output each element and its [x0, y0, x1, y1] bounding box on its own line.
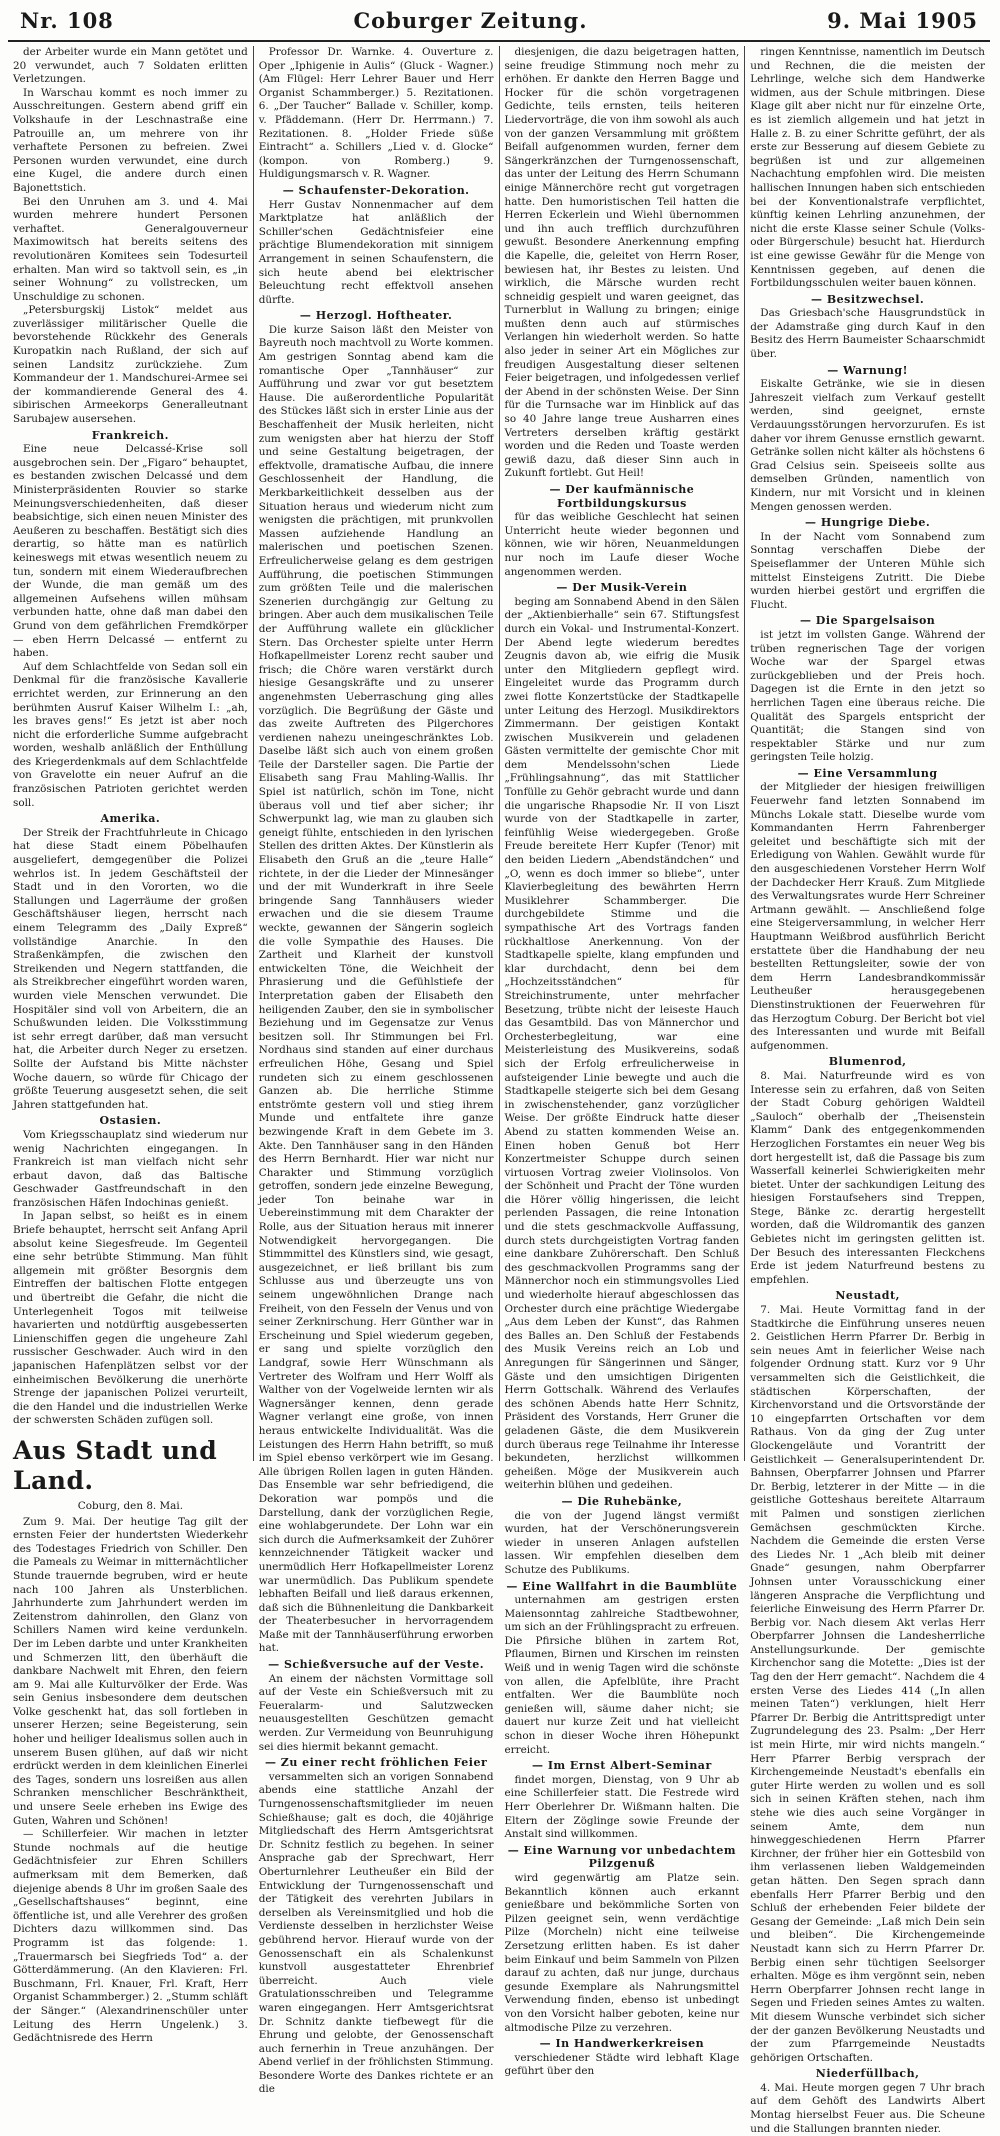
article-heading: — Eine Warnung vor unbedachtem Pilzgenuß — [507, 1843, 737, 1871]
section-heading: Amerika. — [100, 812, 161, 826]
article-text: Die kurze Saison läßt den Meister von Bayreuth noch machtvoll zu Worte kommen. Am gestrigen Sonntag abend kam die romantische Oper „Tannhäuser“ zur Aufführung und zwar vor gut besetztem Hause. Die außerordentliche Popularität des Stückes läßt sich in erster Linie aus der Beschaffenheit der Musik herleiten, nicht zum wenigsten aber hat hierzu der Stoff und seine Gestaltung beigetragen, der effektvolle, dramatische Aufbau, die innere Geschlossenheit der Handlung, die Merkbarkeitlichkeit desselben aus der Situation heraus und wiederum nicht zum wenigsten die prächtigen, mit prunkvollen Massen aufziehende Handlung an malerischen und poetischen Szenen. Erfreulicherweise gelang es dem gestrigen Aufführung, die poetischen Stimmungen zum größten Teile und die malerischen Szenerien durchgängig zur Geltung zu bringen. Aber auch dem musikalischen Teile der Aufführung wallete ein glücklicher Stern. Das Orchester spielte unter Herrn Hofkapellmeister Lorenz recht sauber und frisch; die Chöre waren verstärkt durch hiesige Gesangskräfte und zu unserer angenehmsten Ueberraschung ging alles vorzüglich. Die Begrüßung der Gäste und das zweite Auftreten des Pilgerchores verdienen nahezu uneingeschränktes Lob. Daselbe läßt sich auch von einem großen Teile der Darsteller sagen. Die Partie der Elisabeth sang Frau Mahling-Wallis. Ihr Spiel ist natürlich, schön im Tone, nicht überaus voll und tief aber sicher; ihr Schwerpunkt lag, wie man zu glauben sich geneigt fühlte, entschieden in den lyrischen Stellen des dritten Aktes. Der Künstlerin als Elisabeth den Gruß an die „teure Halle“ richtete, in der die Lieder der Minnesänger und der mit Wunderkraft in ihre Seele bringende Sang Tannhäusers wieder erwachen und die sie diesem Traume weckte, gewannen der Sängerin sogleich die volle Sympathie des Hauses. Die Zartheit und Klarheit der kunstvoll entwickelten Töne, die Weichheit der Phrasierung und die Gefühlstiefe der Interpretation gaben der Elisabeth den heiligenden Zauber, den sie in symbolischer Beziehung und im Gegensatze zur Venus besitzen soll. Ihr Stimmungen bei Frl. Nordhaus sind standen auf einer durchaus erfreulichen Höhe, Gesang und Spiel rundeten sich zu einem geschlossenen Ganzen ab. Die herrliche Stimme entströmte gestern voll und stieg ihrem Munde und entfaltete ihre ganze bezwingende Kraft in dem Gebete im 3. Akte. Den Tannhäuser sang in den Händen des Herrn Bernhardt. Hier war nicht nur Charakter und Stimmung vorzüglich getroffen, sondern jede einzelne Bewegung, jeder Ton beinahe war in Uebereinstimmung mit dem Charakter der Rolle, aus der Situation heraus mit innerer Notwendigkeit hervorgegangen. Die Stimmmittel des Künstlers sind, wie gesagt, ausgezeichnet, er ließ brillant bis zum Schlusse aus und überzeugte uns von seinem ungewöhnlichen Drange nach Freiheit, von den Fesseln der Venus und von seiner Zerknirschung. Herr Günther war in Erscheinung und Spiel wiederum gegeben, er sang und spielte vorzüglich den Landgraf, sowie Herr Wünschmann als Vertreter des Wolfram und Herr Wolff als Walther von der Vogelweide lernten wir als Wagnersänger kennen, denn gerade Wagner verlangt eine große, von innen heraus entwickelte Individualität. Was die Leistungen des Herrn Hahn betrifft, so muß im Spiel ebenso verkörpert wie im Gesang. Alle übrigen Rollen lagen in guten Händen. Das Ensemble war sehr befriedigend, die Dekoration war pompös und die Darstellung, dank der vorzüglichen Regie, eine wohlabgerundete. Der Lohn war ein sich durch die Aufmerksamkeit der Zuhörer kennzeichnender Tätigkeit wacker und unermüdlich Herr Hofkapellmeister Lorenz war unermüdlich. Das Publikum spendete lebhaften Beifall und ließ daraus erkennen, daß sich die Bühnenleitung die Dankbarkeit der Theaterbesucher in hervorragendem Maße mit der Tannhäuserführung erworben hat. — [258, 323, 494, 1655]
article-text: Eine neue Delcassé-Krise soll ausgebrochen sein. Der „Figaro“ behauptet, es bestanden zwischen Delcassé und dem Ministerpräsidenten Rouvier so starke Meinungsverschiedenheiten, daß dieser beabsichtige, sich einen neuen Minister des Aeußeren zu beschaffen. Bestätigt sich dies derartig, so hätte man es natürlich keineswegs mit etwas wesentlich neuem zu tun, sondern mit einem Wiederaufbrechen der Wunde, die man gemäß um des allgemeinen Aufsehens willen mühsam verbunden hatte, ohne daß man dabei den Grund von dem gefährlichen Fremdkörper — eben Herrn Delcassé — entfernt zu haben. — [13, 443, 248, 660]
article-text: verschiedener Städte wird lebhaft Klage geführt über den — [504, 2051, 740, 2078]
article-text: ringen Kenntnisse, namentlich im Deutsch und Rechnen, die die meisten der Lehrlinge, welche sich dem Handwerke widmen, aus der Schule mitbringen. Diese Klage gilt aber nicht nur für einzelne Orte, es ist ziemlich allgemein und hat jetzt in Halle z. B. zu einer Schritte geführt, der als erste zur Besserung auf diesem Gebiete zu begrüßen ist und zur allgemeinen Nachachtung empfohlen wird. Die meisten hallischen Innungen haben sich entschieden bei der Konventionalstrafe verpflichtet, künftig keinen Lehrling anzunehmen, der nicht die erste Klasse seiner Schule (Volks- oder Bürgerschule) besucht hat. Hierdurch ist eine gewisse Gewähr für die Menge von Kenntnissen gegeben, auf denen die Fortbildungsschulen weiter bauen können. — [750, 46, 985, 290]
article-text: 8. Mai. Naturfreunde wird es von Interesse sein zu erfahren, daß von Seiten der Stadt Coburg gehörigen Waldteil „Sauloch“ oberhalb der „Theisenstein Klamm“ Dank des entgegenkommenden Herzoglichen Forstamtes ein neuer Weg bis dort hergestellt ist, daß die Passage bis zum Wasserfall keinerlei Schwierigkeiten mehr bietet. Unter der sachkundigen Leitung des hiesigen Forstaufsehers sind Treppen, Stege, Bänke zc. derartig hergestellt worden, daß die Wildromantik des ganzen Gebietes nicht im geringsten gelitten ist. Der Besuch des interessanten Fleckchens Erde ist jedem Naturfreund bestens zu empfehlen. — [750, 1069, 985, 1286]
article-text: Herr Gustav Nonnenmacher auf dem Marktplatze hat anläßlich der Schiller'schen Gedächtnisfeier eine prächtige Blumendekoration mit sinnigem Arrangement in seinen Schaufenstern, die sich heute abend bei elektrischer Beleuchtung recht effektvoll ansehen dürfte. — [258, 198, 494, 306]
article-text: unternahmen am gestrigen ersten Maiensonntag zahlreiche Stadtbewohner, um sich an der Frühlingspracht zu erfreuen. Die Pfirsiche blühen in zartem Rot, Pflaumen, Birnen und Kirschen im reinsten Weiß und in wenig Tagen wird die schönste von allen, die Apfelblüte, ihre Pracht entfalten. Wer die Baumblüte noch genießen will, säume daher nicht; sie dauert nur kurze Zeit und hat vielleicht schon in dieser Woche ihren Höhepunkt erreicht. — [504, 1594, 740, 1756]
article-heading: — Der kaufmännische Fortbildungskursus — [549, 483, 695, 510]
article-text: für das weibliche Geschlecht hat seinen Unterricht heute wieder begonnen und können, wie wir hören, Neuanmeldungen nur noch im Laufe dieser Woche angenommen werden. — [504, 511, 740, 578]
masthead — [8, 4, 990, 38]
article-text: der Mitglieder der hiesigen freiwilligen Feuerwehr fand letzten Sonnabend im Münchs Lokale statt. Dieselbe wurde vom Kommandanten Herrn Fahrenberger geleitet und beschäftigte sich mit der Erledigung von Wahlen. Gewählt wurde für den ausgeschiedenen Vorsteher Herrn Wolf der Dachdecker Herr Krauß. Zum Mitgliede des Verwaltungsrates wurde Herr Schreiner Artmann gewählt. — Anschließend folge eine Steigerversammlung, in welcher Herr Hauptmann Weißbrod ausführlich Bericht erstattete über die Handhabung der neu bestellten Rettungsleiter, sowie der von dem Herrn Landesbrandkommissär Leutheußer herausgegebenen Dienstinstruktionen der Feuerwehren für das Herzogtum Coburg. Der Bericht bot viel des Interessanten und wurde mit Beifall aufgenommen. — [750, 781, 985, 1052]
article-text: Der Streik der Frachtfuhrleute in Chicago hat diese Stadt einem Pöbelhaufen ausgeliefert, demgegenüber die Polizei wehrlos ist. In jedem Geschäftsteil der Stadt und in den Vororten, wo die Stallungen und Lagerräume der großen Geschäftshäuser liegen, herrscht nach einem Telegramm des „Daily Expreß“ vollständige Anarchie. In den Straßenkämpfen, die zwischen den Streikenden und Negern stattfanden, die als Streikbrecher eingeführt worden waren, wurden viele Menschen verwundet. Die Hospitäler sind voll von Arbeitern, die an Schußwunden leiden. Die Volksstimmung ist sehr erregt darüber, daß man versucht hat, die Arbeiter durch Neger zu ersetzen. Sollte der Aufstand bis Mitte nächster Woche dauern, so würde für Chicago der größte Teuerung ausgesetzt sehen, die seit Jahren stattgefunden hat. — [13, 826, 248, 1111]
article-text: Auf dem Schlachtfelde von Sedan soll ein Denkmal für die französische Kavallerie errichtet werden, zur Erinnerung an den berühmten Ausruf Kaiser Wilhelm I.: „ah, les braves gens!“ Es jetzt ist aber noch nicht die erforderliche Summe aufgebracht worden, weshalb anläßlich der Enthüllung des Kriegerdenkmals auf dem Schlachtfelde von Gravelotte ein neuer Aufruf an die französischen Patrioten gerichtet werden soll. — [13, 660, 248, 809]
article-text: In Warschau kommt es noch immer zu Ausschreitungen. Gestern abend griff ein Volkshaufe in der Leschnastraße eine Patrouille an, um mehrere von ihr verhaftete Personen zu befreien. Zwei Personen wurden verwundet, eine durch eine Kugel, die andere durch einen Bajonettstich. — [13, 86, 248, 194]
article-heading: — Schießversuche auf der Veste. — [268, 1658, 485, 1672]
article-text: Bei den Unruhen am 3. und 4. Mai wurden mehrere hundert Personen verhaftet. Generalgouverneur Maximowitsch hat bereits seitens des revolutionären Komitees sein Todesurteil erhalten. Man wird so taktvoll sein, es „in seiner Wohnung“ zu vollstrecken, um Unschuldige zu schonen. — [13, 195, 248, 303]
article-heading: — Die Spargelsaison — [799, 614, 936, 628]
column-4 — [744, 46, 990, 2135]
article-text: An einem der nächsten Vormittage soll auf der Veste ein Schießversuch mit zu Feueralarm- und Salutzwecken neuausgestellten Geschützen gemacht werden. Zur Vermeidung von Beunruhigung sei dies hiermit bekannt gemacht. — [258, 1672, 494, 1753]
article-text: diesjenigen, die dazu beigetragen hatten, seine freudige Stimmung noch mehr zu erhöhen. Er dankte den Herren Bagge und Hocker für die schön vorgetragenen Gedichte, teils ernsten, teils heiteren Liedervorträge, die von ihm sowohl als auch von der ganzen Versammlung mit größtem Beifall aufgenommen wurden, ferner dem Sängerkränzchen der Turngenossenschaft, das unter der Leitung des Herrn Schumann einige Männerchöre recht gut vorgetragen hatte. Den humoristischen Teil hatten die Herren Eckerlein und Wiehl übernommen und ihn auch trefflich durchzuführen gewußt. Besondere Anerkennung empfing die Kapelle, die, geleitet von Herrn Roser, bewiesen hat, ihr Bestes zu leisten. Und wirklich, die Märsche wurden recht schneidig gespielt und waren geeignet, das Turnerblut in Wallung zu bringen; einige mußten denn auch auf stürmisches Verlangen hin wiederholt werden. So hatte also jeder in seiner Art ein Mögliches zur freudigen Ausgestaltung dieser seltenen Feier beigetragen, und infolgedessen verlief der Abend in der schönsten Weise. Der Sinn für die Turnsache war im Hinblick auf das so 40 Jahre lange treue Ausharren eines Vertreters derselben kräftig gestärkt worden und die Reden und Toaste werden gewiß dazu, daß dieser Sinn auch in Zukunft fortlebt. Gut Heil! — [504, 46, 740, 480]
article-heading: — Im Ernst Albert-Seminar — [531, 1759, 712, 1773]
article-text: versammelten sich an vorigen Sonnabend abends eine stattliche Anzahl der Turngenossenschaftsmitglieder im neuen Schießhause; galt es doch, die 40jährige Mitgliedschaft des Herrn Amtsgerichtsrat Dr. Schnitz festlich zu begehen. In seiner Ansprache gab der Sprechwart, Herr Oberturnlehrer Leutheußer ein Bild der Entwicklung der Turngenossenschaft und der Tätigkeit des verehrten Jubilars in derselben als Vereinsmitglied und hob die Verdienste desselben in herzlichster Weise gebührend hervor. Hierauf wurde von der Genossenschaft ein als Schalenkunst kunstvoll ausgestatteter Ehrenbrief überreicht. Auch viele Gratulationsschreiben und Telegramme waren eingegangen. Herr Amtsgerichtsrat Dr. Schnitz dankte tiefbewegt für die Ehrung und gelobte, der Genossenschaft auch fernerhin in Treue anzuhängen. Der Abend verlief in der fröhlichsten Stimmung. Besondere Worte des Dankes richtete er an die — [258, 1770, 494, 2096]
section-heading: Ostasien. — [99, 1114, 162, 1128]
article-heading: — Herzogl. Hoftheater. — [299, 309, 453, 323]
article-heading: — Warnung! — [827, 363, 908, 377]
article-heading: — Eine Wallfahrt in die Baumblüte — [506, 1579, 738, 1593]
dateline: Coburg, den 8. Mai. — [77, 1499, 183, 1512]
article-text: „Petersburgskij Listok“ meldet aus zuverlässiger militärischer Quelle die bevorstehende Rückkehr des Generals Kuropatkin nach Rußland, der sich auf seinen Landsitz zurückziehe. Zum Kommandeur der 1. Mandschurei-Armee sei der kommandierende General des 4. sibirischen Armeekorps Generalleutnant Sarubajew ausersehen. — [13, 304, 248, 426]
newspaper-title: Coburger Zeitung. — [353, 8, 588, 33]
article-text: findet morgen, Dienstag, von 9 Uhr ab eine Schillerfeier statt. Die Festrede wird Herr Oberlehrer Dr. Wißmann halten. Die Eltern der Zöglinge sowie Freunde der Anstalt sind willkommen. — [504, 1773, 740, 1841]
article-text: Zum 9. Mai. Der heutige Tag gilt der ernsten Feier der hundertsten Wiederkehr des Todestages Friedrich von Schiller. Den die Pameals zu Weimar in mitternächtlicher Stunde trauernde begruben, wird er heute nach 100 Jahren als Unsterblichen. Jahrhunderte zum Jahrhundert werden im Zeitenstrom dahinrollen, den Glanz von Schillers Namen wird keine verdunkeln. Der im Leben darbte und unter Krankheiten und Schmerzen litt, den überhäuft die dankbare Nachwelt mit Ehren, den feiern am 9. Mai alle Kulturvölker der Erde. Was sein Genius insbesondere dem deutschen Volke geschenkt hat, das soll fortleben in unserer Herzen; seine Begeisterung, sein hoher und heiliger Idealismus sollen auch in unserem Busen glühen, auf daß wir nicht erdrückt werden in dem kleinlichen Einerlei des Tages, sondern uns losreißen aus allen Schranken menschlicher Beschränktheit, und unsere Seele erheben ins Ewige des Guten, Wahren und Schönen! — [13, 1515, 248, 1827]
article-text: 4. Mai. Heute morgen gegen 7 Uhr brach auf dem Gehöft des Landwirts Albert Montag hierselbst Feuer aus. Die Scheune und die Stallungen brannten nieder. — [750, 2081, 985, 2135]
column-3 — [499, 46, 745, 2078]
columns — [8, 46, 990, 2135]
article-heading: — Zu einer recht fröhlichen Feier — [264, 1756, 488, 1770]
article-heading: — Schaufenster-Dekoration. — [282, 183, 470, 197]
article-heading: — In Handwerkerkreisen — [539, 2037, 705, 2051]
article-text: beging am Sonnabend Abend in den Sälen der „Aktienbierhalle“ sein 67. Stiftungsfest durch ein Vokal- und Instrumental-Konzert. Der Abend legte wiederum beredtes Zeugnis davon ab, wie eifrig die Musik unter den Mitgliedern gepflegt wird. Eingeleitet wurde das Programm durch zwei flotte Konzertstücke der Stadtkapelle unter Leitung des Herzogl. Musikdirektors Zimmermann. Der geistigen Kontakt zwischen Musikverein und geladenen Gästen vermittelte der gemischte Chor mit dem Mendelssohn'schen Liede „Frühlingsahnung“, das mit Stattlicher Tonfülle zu Gehör gebracht wurde und dann die ungarische Rhapsodie Nr. II von Liszt wurde von der Stadtkapelle in zarter, feinfühlig Weise wiedergegeben. Große Freude bereitete Herr Kupfer (Tenor) mit den beiden Liedern „Abendständchen“ und „O, wenn es doch immer so bliebe“, unter Klavierbegleitung des bewährten Herrn Musiklehrer Schammberger. Die durchgebildete Stimme und die sympathische Art des Vortrags fanden rückhaltlose Anerkennung. Von der Stadtkapelle spielte, klang empfunden und klar durchdacht, denn bei dem „Hochzeitsständchen“ für Streichinstrumente, unter mehrfacher Besetzung, trübte nicht der leiseste Hauch das Gesamtbild. Das von Männerchor und Orchesterbegleitung, war eine Meisterleistung des Musikvereins, sodaß sich der Erfolg erfreulicherweise in aufsteigender Linie bewegte und auch die Stadtkapelle steigerte sich bei dem Gesang in zwischenstehender, ganz vorzüglicher Weise. Der größte Eindruck hatte dieser Abend zu statten kommenden Weise an. Einen hoben Genuß bot Herr Konzertmeister Schuppe durch seinen virtuosen Vortrag zweier Violinsolos. Von der Schönheit und Pracht der Töne wurden die Hörer völlig hingerissen, die leicht perlenden Passagen, die reine Intonation und die stets geschmackvolle Auffassung, durch stets durchgeistigten Vortrag fanden eine dankbare Zuhörerschaft. Den Schluß des geschmackvollen Programms sang der Männerchor noch ein stimmungsvolles Lied und wiederholte hierauf abgeschlossen das Orchester durch eine prächtige Wiedergabe „Aus dem Leben der Kunst“, das Rahmen des Balles an. Den Schluß der Festabends des Musik Vereins reich an Lob und Anregungen für Sängerinnen und Sänger, Gäste und den umsichtigen Dirigenten Herrn Gottschalk. Während des Verlaufes des schönen Abends hatte Herr Schnitz, Präsident des Vorstands, Herr Gruner die geladenen Gäste, die dem Musikverein durch überaus rege Teilnahme ihr Interesse bekundeten, herzlichst willkommen geheißen. Möge der Musikverein auch weiterhin blühen und gedeihen. — [504, 595, 740, 1492]
article-heading: Blumenrod, — [828, 1055, 907, 1069]
article-text: Eiskalte Getränke, wie sie in diesen Jahreszeit vielfach zum Verkauf gestellt werden, sind geeignet, ernste Verdauungsstörungen hervorzurufen. Es ist daher vor ihrem Genusse ernstlich gewarnt. Getränke sollen nicht kälter als höchstens 6 Grad Celsius sein. Speiseeis sollte aus demselben Gründen, namentlich von Kindern, nur mit Vorsicht und in kleinen Mengen genossen werden. — [750, 378, 985, 513]
article-text: ist jetzt im vollsten Gange. Während der trüben regnerischen Tage der vorigen Woche war der Spargel etwas zurückgeblieben und der Preis hoch. Dagegen ist die Ernte in den jetzt so herrlichen Tagen eine überaus reiche. Die Qualität des Spargels entspricht der Quantität; die Stangen sind von respektabler Stärke und nur zum geringsten Teile holzig. — [750, 628, 985, 764]
article-heading: Neustadt, — [835, 1289, 900, 1303]
article-heading: — Der Musik-Verein — [556, 581, 688, 595]
article-text: Das Griesbach'sche Hausgrundstück in der Adamstraße ging durch Kauf in den Besitz des Herrn Baumeister Schaarschmidt über. — [750, 307, 985, 361]
article-heading: — Besitzwechsel. — [811, 292, 925, 306]
issue-date: 9. Mai 1905 — [827, 8, 978, 33]
article-heading: — Hungrige Diebe. — [805, 516, 931, 530]
masthead-rule — [8, 40, 990, 42]
article-text: In der Nacht vom Sonnabend zum Sonntag verschaffen Diebe der Speiseflammer der Unteren Mühle sich mittelst Einsteigens Zutritt. Die Diebe wurden hierbei gestört und ergriffen die Flucht. — [750, 530, 985, 611]
article-text: In Japan selbst, so heißt es in einem Briefe behauptet, herrscht seit Anfang April absolut keine Siegesfreude. Im Gegenteil eine sehr betrübte Stimmung. Man fühlt allgemein mit größter Besorgnis dem Eintreffen der baltischen Flotte entgegen und übertreibt die Gefahr, die nicht die Unterlegenheit Togos mit teilweise havarierten und notdürftig ausgebesserten Linienschiffen gegen die ungeheure Zahl russischer Geschwader. Auch wird in den japanischen Hafenplätzen selbst vor der einheimischen Bevölkerung die unerhörte Strenge der japanischen Polizei verurteilt, die den Handel und die industriellen Werke der schwersten Schäden zufügen soll. — [13, 1210, 248, 1427]
article-text: Vom Kriegsschauplatz sind wiederum nur wenig Nachrichten eingegangen. In Frankreich ist man vielfach nicht sehr erbaut davon, daß das Baltische Geschwader Gastfreundschaft in den französischen Häfen Indochinas genießt. — [13, 1128, 248, 1209]
article-heading: — Eine Versammlung — [797, 766, 938, 780]
article-text: die von der Jugend längst vermißt wurden, hat der Verschönerungsverein wieder in unseren Anlagen aufstellen lassen. Wir empfehlen dieselben dem Schutze des Publikums. — [504, 1509, 740, 1576]
section-heading: Frankreich. — [91, 428, 169, 442]
issue-number: Nr. 108 — [20, 8, 114, 33]
article-text: wird gegenwärtig am Platze sein. Bekanntlich können auch erkannt genießbare und bekömmliche Sorten von Pilzen geeignet sein, wenn verdächtige Pilze (Morcheln) nicht eine teilweise Zersetzung erlitten haben. Es ist daher beim Einkauf und beim Sammeln von Pilzen darauf zu achten, daß nur junge, durchaus gesunde Exemplare als Nahrungsmittel Verwendung finden, ebenso ist unbedingt von den Vorsicht halber geboten, keine nur altmodische Pilze zu verzehren. — [504, 1871, 740, 2034]
section-title: Aus Stadt und Land. — [13, 1435, 218, 1495]
article-text: 7. Mai. Heute Vormittag fand in der Stadtkirche die Einführung unseres neuen 2. Geistlichen Herrn Pfarrer Dr. Berbig in sein neues Amt in feierlicher Weise nach folgender Ordnung statt. Kurz vor 9 Uhr versammelten sich die Geistlichkeit, die städtischen Körperschaften, der Kirchenvorstand und die Ortsvorstände der 10 eingepfarrten Ortschaften vor dem Rathaus. Von da ging der Zug unter Glockengeläute und Vorantritt der Geistlichkeit — Generalsuperintendent Dr. Bahnsen, Oberpfarrer Johnsen und Pfarrer Dr. Berbig, letzterer in der Mitte — in die geistliche Gotteshaus bereitete Altarraum mit Palmen und sonstigen zierlichen Gemächsen geschmückten Kirche. Nachdem die Gemeinde die ersten Verse des Liedes Nr. 1 „Ach bleib mit deiner Gnade“ gesungen, nahm Oberpfarrer Johnsen unter Vorausschickung einer längeren Ansprache die Verpflichtung und feierliche Einweisung des Herrn Pfarrer Dr. Berbig vor. Nach diesem Akt verlas Herr Oberpfarrer Johnsen die Landesherrliche Anstellungsurkunde. Der gemischte Kirchenchor sang die Motette: „Dies ist der Tag den der Herr gemacht“. Nachdem die 4 ersten Verse des Liedes 414 („In allen meinen Taten“) verklungen, hielt Herr Pfarrer Dr. Berbig die Antrittspredigt unter Zugrundelegung des 23. Psalm: „Der Herr ist mein Hirte, mir wird nichts mangeln.“ Herr Pfarrer Berbig versprach der Kirchengemeinde Neustadt's ebenfalls ein guter Hirte werden zu wollen und es soll sich in seinen Kräften stehen, nach ihm stehe wie dies auch seine Vorgänger in seinem Amte, dem nun hinweggeschiedenen Herrn Pfarrer Kirchner, der früher hier ein Gottesbild von ihm verlassenen lieben Waldgemeinden getan hätten. Den Segen sprach dann ebenfalls Herr Pfarrer Berbig und den Schluß der erhebenden Feier bildete der Gesang der Gemeinde: „Laß mich Dein sein und bleiben“. Die Kirchengemeinde Neustadt kann sich zu Herrn Pfarrer Dr. Berbig einen sehr tüchtigen Seelsorger erhalten. Möge es ihm vergönnt sein, neben Herrn Oberpfarrer Johnsen recht lange in Segen und Frieden seines Amtes zu walten. Mit diesem Wunsche verbindet sich sicher der der ganzen Bevölkerung Neustadts und der zum Pfarrgemeinde Neustadts gehörigen Ortschaften. — [750, 1304, 985, 2064]
column-2 — [253, 46, 499, 2096]
article-text: — Schillerfeier. Wir machen in letzter Stunde nochmals auf die heutige Gedächtnisfeier zur Ehren Schillers aufmerksam mit dem Bemerken, daß diejenige abends 8 Uhr im großen Saale des „Gesellschaftshauses“ beginnt, eine öffentliche ist, und alle Verehrer des großen Dichters dazu willkommen sind. Das Programm ist das folgende: 1. „Trauermarsch bei Siegfrieds Tod“ a. der Götterdämmerung. (An den Klavieren: Frl. Buschmann, Frl. Knauer, Frl. Kraft, Herr Organist Schammberger.) 2. „Stumm schläft der Sänger.“ (Alexandrinenschüler unter Leitung des Herrn Ungelenk.) 3. Gedächtnisrede des Herrn — [13, 1828, 248, 2045]
article-text: Professor Dr. Warnke. 4. Ouverture z. Oper „Iphigenie in Aulis“ (Gluck - Wagner.) (Am Flügel: Herr Lehrer Bauer und Herr Organist Schammberger.) 5. Rezitationen. 6. „Der Taucher“ Ballade v. Schiller, komp. v. Pfäddemann. (Herr Dr. Herrmann.) 7. Rezitationen. 8. „Holder Friede süße Eintracht“ a. Schillers „Lied v. d. Glocke“ (kompon. von Romberg.) 9. Huldigungsmarsch v. R. Wagner. — [258, 46, 494, 181]
article-heading: — Die Ruhebänke, — [561, 1494, 683, 1508]
column-1 — [8, 46, 253, 2045]
article-heading: Niederfüllbach, — [815, 2067, 920, 2081]
article-text: der Arbeiter wurde ein Mann getötet und 20 verwundet, auch 7 Soldaten erlitten Verletzungen. — [13, 46, 248, 86]
